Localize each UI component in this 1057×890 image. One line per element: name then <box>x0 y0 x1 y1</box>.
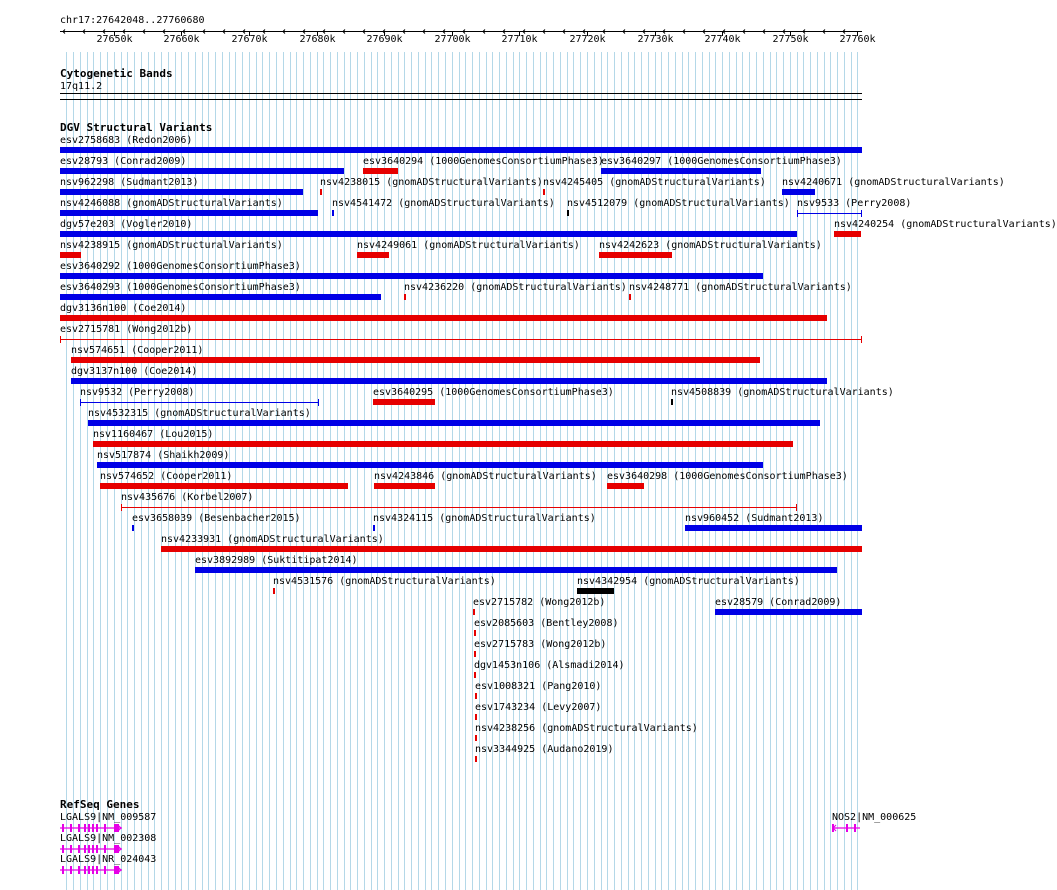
sv-feature-bar[interactable] <box>132 525 134 531</box>
gene-model[interactable] <box>60 844 122 854</box>
gene-exon <box>70 845 72 853</box>
ruler-tick-label: 27690k <box>366 34 403 45</box>
sv-feature-label[interactable]: nsv1160467 (Lou2015) <box>93 429 214 440</box>
sv-feature-label[interactable]: nsv4508839 (gnomADStructuralVariants) <box>671 387 894 398</box>
gene-model[interactable] <box>60 823 122 833</box>
gene-exon <box>104 824 106 832</box>
gene-exon <box>88 845 90 853</box>
sv-feature-label[interactable]: nsv4541472 (gnomADStructuralVariants) <box>332 198 555 209</box>
sv-feature-label[interactable]: esv3640298 (1000GenomesConsortiumPhase3) <box>607 471 848 482</box>
sv-feature-label[interactable]: nsv9533 (Perry2008) <box>797 198 912 209</box>
sv-feature-bar[interactable] <box>715 609 862 615</box>
gene-exon <box>70 824 72 832</box>
sv-feature-label[interactable]: nsv4240254 (gnomADStructuralVariants) <box>834 219 1057 230</box>
sv-feature-label[interactable]: nsv4238915 (gnomADStructuralVariants) <box>60 240 283 251</box>
sv-feature-end-cap <box>861 336 862 343</box>
gene-label[interactable]: LGALS9|NM_009587 <box>60 812 157 823</box>
sv-feature-label[interactable]: nsv4246088 (gnomADStructuralVariants) <box>60 198 283 209</box>
sv-feature-bar[interactable] <box>685 525 862 531</box>
gene-exon <box>78 845 80 853</box>
sv-feature-bar[interactable] <box>195 567 837 573</box>
sv-feature-bar[interactable] <box>363 168 398 174</box>
sv-feature-bar[interactable] <box>475 735 477 741</box>
sv-feature-label[interactable]: nsv435676 (Korbel2007) <box>121 492 254 503</box>
ruler-tick-label: 27760k <box>839 34 876 45</box>
sv-feature-label[interactable]: dgv3137n100 (Coe2014) <box>71 366 198 377</box>
gene-exon <box>854 824 856 832</box>
sv-feature-bar[interactable] <box>332 210 334 216</box>
ruler-tick-label: 27750k <box>772 34 809 45</box>
sv-feature-bar[interactable] <box>599 252 672 258</box>
sv-feature-label[interactable]: nsv4240671 (gnomADStructuralVariants) <box>782 177 1005 188</box>
gene-exon <box>88 866 90 874</box>
sv-feature-bar[interactable] <box>60 315 827 321</box>
sv-feature-label[interactable]: nsv4512079 (gnomADStructuralVariants) <box>567 198 790 209</box>
sv-feature-label[interactable]: nsv4324115 (gnomADStructuralVariants) <box>373 513 596 524</box>
gene-model[interactable] <box>832 823 860 833</box>
sv-feature-label[interactable]: nsv3344925 (Audano2019) <box>475 744 614 755</box>
sv-feature-label[interactable]: esv1743234 (Levy2007) <box>475 702 602 713</box>
sv-feature-bar[interactable] <box>357 252 389 258</box>
cytoband-top-line <box>60 93 862 94</box>
sv-feature-bar[interactable] <box>543 189 545 195</box>
gene-exon <box>846 824 848 832</box>
sv-feature-bar[interactable] <box>671 399 673 405</box>
sv-feature-bar[interactable] <box>782 189 815 195</box>
gene-exon <box>88 824 90 832</box>
sv-feature-label[interactable]: esv2715781 (Wong2012b) <box>60 324 193 335</box>
sv-feature-bar[interactable] <box>567 210 569 216</box>
sv-feature-bar[interactable] <box>273 588 275 594</box>
sv-feature-label[interactable]: nsv574652 (Cooper2011) <box>100 471 233 482</box>
sv-feature-bar[interactable] <box>475 693 477 699</box>
sv-feature-label[interactable]: dgv3136n100 (Coe2014) <box>60 303 187 314</box>
sv-feature-label[interactable]: esv3892989 (Suktitipat2014) <box>195 555 358 566</box>
sv-feature-label[interactable]: nsv4342954 (gnomADStructuralVariants) <box>577 576 800 587</box>
sv-feature-label[interactable]: nsv9532 (Perry2008) <box>80 387 195 398</box>
sv-feature-end-cap <box>80 399 81 406</box>
sv-feature-bar[interactable] <box>474 672 476 678</box>
sv-feature-label[interactable]: dgv1453n106 (Alsmadi2014) <box>474 660 625 671</box>
ruler-tick-label: 27650k <box>96 34 133 45</box>
sv-feature-bar[interactable] <box>475 756 477 762</box>
sv-feature-bar[interactable] <box>60 231 797 237</box>
sv-feature-bar[interactable] <box>161 546 862 552</box>
gene-exon <box>92 824 94 832</box>
gene-exon <box>84 824 86 832</box>
sv-feature-label[interactable]: nsv4532315 (gnomADStructuralVariants) <box>88 408 311 419</box>
sv-feature-bar[interactable] <box>80 402 319 403</box>
sv-feature-bar[interactable] <box>60 168 344 174</box>
ruler-tick-label: 27720k <box>569 34 606 45</box>
sv-feature-bar[interactable] <box>607 483 644 489</box>
sv-feature-bar[interactable] <box>373 399 435 405</box>
sv-feature-bar[interactable] <box>404 294 406 300</box>
sv-feature-label[interactable]: nsv4238256 (gnomADStructuralVariants) <box>475 723 698 734</box>
sv-feature-bar[interactable] <box>93 441 793 447</box>
sv-feature-label[interactable]: esv2085603 (Bentley2008) <box>474 618 619 629</box>
sv-feature-bar[interactable] <box>601 168 761 174</box>
sv-feature-bar[interactable] <box>60 339 862 340</box>
sv-feature-label[interactable]: esv3640297 (1000GenomesConsortiumPhase3) <box>601 156 842 167</box>
sv-feature-label[interactable]: esv1008321 (Pang2010) <box>475 681 602 692</box>
sv-feature-bar[interactable] <box>577 588 614 594</box>
gene-exon <box>96 866 98 874</box>
sv-feature-end-cap <box>318 399 319 406</box>
sv-feature-label[interactable]: esv3658039 (Besenbacher2015) <box>132 513 301 524</box>
sv-feature-bar[interactable] <box>60 189 303 195</box>
sv-feature-bar[interactable] <box>373 525 375 531</box>
sv-feature-label[interactable]: nsv517874 (Shaikh2009) <box>97 450 230 461</box>
gene-exon <box>92 866 94 874</box>
sv-feature-label[interactable]: nsv574651 (Cooper2011) <box>71 345 204 356</box>
sv-feature-label[interactable]: esv2715783 (Wong2012b) <box>474 639 607 650</box>
sv-feature-bar[interactable] <box>320 189 322 195</box>
sv-feature-label[interactable]: nsv4242623 (gnomADStructuralVariants) <box>599 240 822 251</box>
sv-feature-bar[interactable] <box>374 483 435 489</box>
sv-feature-bar[interactable] <box>88 420 820 426</box>
gene-exon <box>96 845 98 853</box>
sv-feature-label[interactable]: esv3640295 (1000GenomesConsortiumPhase3) <box>373 387 614 398</box>
gene-exon <box>78 824 80 832</box>
sv-feature-bar[interactable] <box>100 483 348 489</box>
sv-feature-end-cap <box>797 210 798 217</box>
sv-feature-end-cap <box>121 504 122 511</box>
gene-exon <box>104 866 106 874</box>
sv-feature-bar[interactable] <box>834 231 861 237</box>
sv-feature-end-cap <box>60 336 61 343</box>
position-label: chr17:27642048..27760680 <box>60 15 205 26</box>
sv-feature-label[interactable]: nsv4248771 (gnomADStructuralVariants) <box>629 282 852 293</box>
ruler-tick-label: 27670k <box>231 34 268 45</box>
sv-feature-label[interactable]: esv28579 (Conrad2009) <box>715 597 842 608</box>
gene-exon <box>62 866 64 874</box>
gene-label[interactable]: LGALS9|NR_024043 <box>60 854 157 865</box>
sv-feature-label[interactable]: nsv4249061 (gnomADStructuralVariants) <box>357 240 580 251</box>
gene-exon <box>62 824 64 832</box>
gene-exon <box>92 845 94 853</box>
sv-feature-label[interactable]: esv28793 (Conrad2009) <box>60 156 187 167</box>
sv-feature-label[interactable]: nsv4238015 (gnomADStructuralVariants) <box>320 177 543 188</box>
sv-feature-bar[interactable] <box>60 294 381 300</box>
ruler-tick-label: 27710k <box>501 34 538 45</box>
sv-feature-label[interactable]: dgv57e203 (Vogler2010) <box>60 219 193 230</box>
sv-feature-label[interactable]: esv3640293 (1000GenomesConsortiumPhase3) <box>60 282 301 293</box>
sv-feature-label[interactable]: esv3640292 (1000GenomesConsortiumPhase3) <box>60 261 301 272</box>
sv-feature-label[interactable]: esv2715782 (Wong2012b) <box>473 597 606 608</box>
sv-feature-bar[interactable] <box>60 273 763 279</box>
sv-feature-label[interactable]: nsv960452 (Sudmant2013) <box>685 513 824 524</box>
sv-feature-label[interactable]: esv3640294 (1000GenomesConsortiumPhase3) <box>363 156 604 167</box>
dgv-track-title: DGV Structural Variants <box>60 121 213 134</box>
gene-exon <box>84 866 86 874</box>
sv-feature-end-cap <box>861 210 862 217</box>
sv-feature-label[interactable]: nsv4245405 (gnomADStructuralVariants) <box>543 177 766 188</box>
cytoband-track-title: Cytogenetic Bands <box>60 67 173 80</box>
sv-feature-bar[interactable] <box>60 147 862 153</box>
sv-feature-label[interactable]: nsv4243846 (gnomADStructuralVariants) <box>374 471 597 482</box>
gene-exon <box>70 866 72 874</box>
ruler-tick-label: 27660k <box>163 34 200 45</box>
gene-exon <box>78 866 80 874</box>
sv-feature-label[interactable]: nsv4236220 (gnomADStructuralVariants) <box>404 282 627 293</box>
cytoband-label[interactable]: 17q11.2 <box>60 81 103 92</box>
gene-exon <box>104 845 106 853</box>
cytoband-bottom-line <box>60 99 862 100</box>
sv-feature-end-cap <box>796 504 797 511</box>
gene-exon <box>62 845 64 853</box>
sv-feature-label[interactable]: nsv4531576 (gnomADStructuralVariants) <box>273 576 496 587</box>
sv-feature-bar[interactable] <box>60 210 318 216</box>
ruler-tick-label: 27680k <box>299 34 336 45</box>
gene-exon <box>84 845 86 853</box>
sv-feature-bar[interactable] <box>629 294 631 300</box>
gene-model[interactable] <box>60 865 122 875</box>
sv-feature-label[interactable]: esv2758683 (Redon2006) <box>60 135 193 146</box>
sv-feature-bar[interactable] <box>97 462 763 468</box>
sv-feature-bar[interactable] <box>473 609 475 615</box>
sv-feature-bar[interactable] <box>71 357 760 363</box>
sv-feature-label[interactable]: nsv962298 (Sudmant2013) <box>60 177 199 188</box>
gene-label[interactable]: LGALS9|NM_002308 <box>60 833 157 844</box>
ruler-tick-label: 27740k <box>704 34 741 45</box>
sv-feature-bar[interactable] <box>121 507 797 508</box>
ruler-tick-label: 27700k <box>434 34 471 45</box>
ruler-tick-label: 27730k <box>637 34 674 45</box>
sv-feature-bar[interactable] <box>474 630 476 636</box>
sv-feature-bar[interactable] <box>60 252 81 258</box>
sv-feature-bar[interactable] <box>71 378 827 384</box>
sv-feature-bar[interactable] <box>474 651 476 657</box>
sv-feature-label[interactable]: nsv4233931 (gnomADStructuralVariants) <box>161 534 384 545</box>
sv-feature-bar[interactable] <box>475 714 477 720</box>
gene-label[interactable]: NOS2|NM_000625 <box>832 812 917 823</box>
gene-exon <box>96 824 98 832</box>
refseq-track-title: RefSeq Genes <box>60 798 140 811</box>
sv-feature-bar[interactable] <box>797 213 862 214</box>
